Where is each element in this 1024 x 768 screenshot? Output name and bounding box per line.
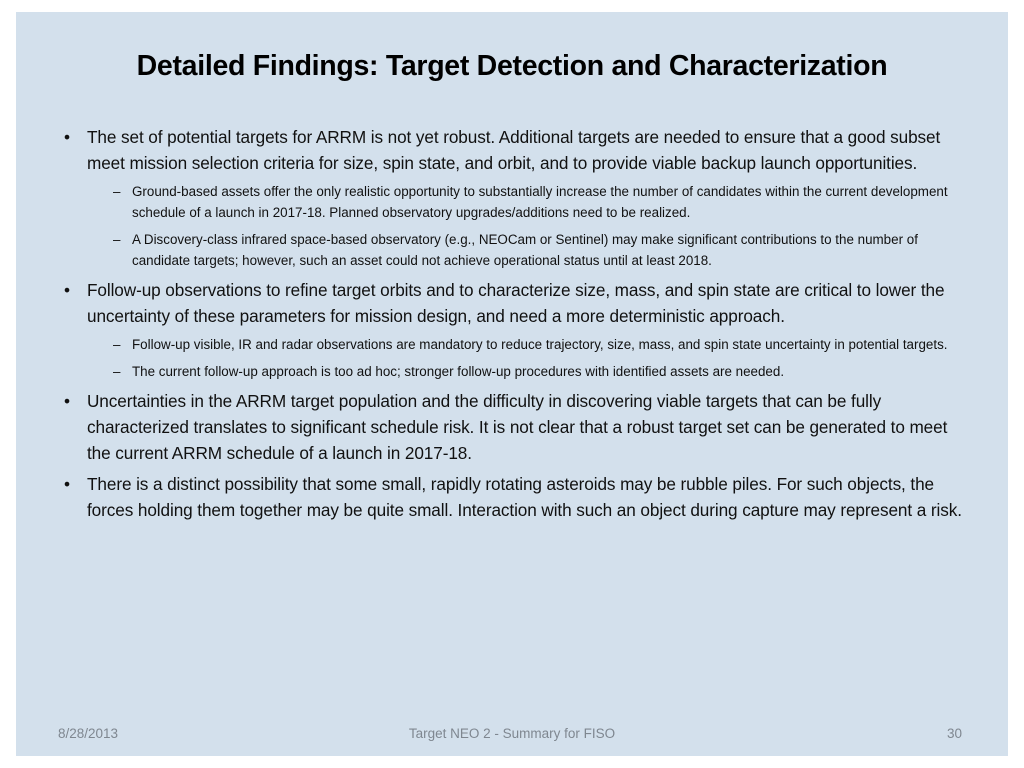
sub-bullet-text: Follow-up visible, IR and radar observations are mandatory to reduce trajectory, size, mass, and spin state uncertainty in potential targets. (132, 337, 948, 352)
sub-bullet-group (64, 334, 974, 382)
bullet-1 (64, 124, 974, 176)
bullet-marker: • (64, 391, 70, 411)
bullet-marker: • (64, 127, 70, 147)
slide-content (64, 124, 974, 528)
sub-bullet-1-2 (64, 229, 974, 271)
sub-bullet-marker: – (113, 184, 121, 199)
sub-bullet-marker: – (113, 364, 121, 379)
bullet-3 (64, 388, 974, 466)
sub-bullet-2-1 (64, 334, 974, 355)
sub-bullet-group (64, 181, 974, 271)
sub-bullet-text: Ground-based assets offer the only realistic opportunity to substantially increase the number of candidates within the current development schedule of a launch in 2017-18. Planned observatory upgrades/additions need to be realized. (132, 184, 948, 220)
sub-bullet-2-2 (64, 361, 974, 382)
footer-page-number: 30 (946, 726, 962, 741)
bullet-text: Follow-up observations to refine target orbits and to characterize size, mass, and spin state are critical to lower the uncertainty of these parameters for mission design, and need a more deterministic approach. (87, 280, 945, 326)
bullet-marker: • (64, 474, 70, 494)
slide (16, 12, 1008, 756)
sub-bullet-1-1 (64, 181, 974, 223)
footer-date: 8/28/2013 (58, 726, 119, 741)
bullet-4 (64, 471, 974, 523)
footer-title: Target NEO 2 - Summary for FISO (408, 726, 616, 741)
bullet-marker: • (64, 280, 70, 300)
bullet-text: There is a distinct possibility that some small, rapidly rotating asteroids may be rubble piles. For such objects, the forces holding them together may be quite small. Interaction with such an object during capture may represent a risk. (87, 474, 962, 520)
bullet-text: The set of potential targets for ARRM is not yet robust. Additional targets are needed to ensure that a good subset meet mission selection criteria for size, spin state, and orbit, and to provide viable backup launch opportunities. (87, 127, 941, 173)
slide-title: Detailed Findings: Target Detection and Characterization (136, 50, 888, 82)
bullet-text: Uncertainties in the ARRM target population and the difficulty in discovering viable targets that can be fully characterized translates to significant schedule risk. It is not clear that a robust target set can be generated to meet the current ARRM schedule of a launch in 2017-18. (87, 391, 948, 463)
bullet-2 (64, 277, 974, 329)
sub-bullet-text: A Discovery-class infrared space-based observatory (e.g., NEOCam or Sentinel) may make significant contributions to the number of candidate targets; however, such an asset could not achieve operational status until at least 2018. (132, 232, 918, 268)
sub-bullet-marker: – (113, 232, 121, 247)
sub-bullet-marker: – (113, 337, 121, 352)
sub-bullet-text: The current follow-up approach is too ad hoc; stronger follow-up procedures with identified assets are needed. (132, 364, 785, 379)
